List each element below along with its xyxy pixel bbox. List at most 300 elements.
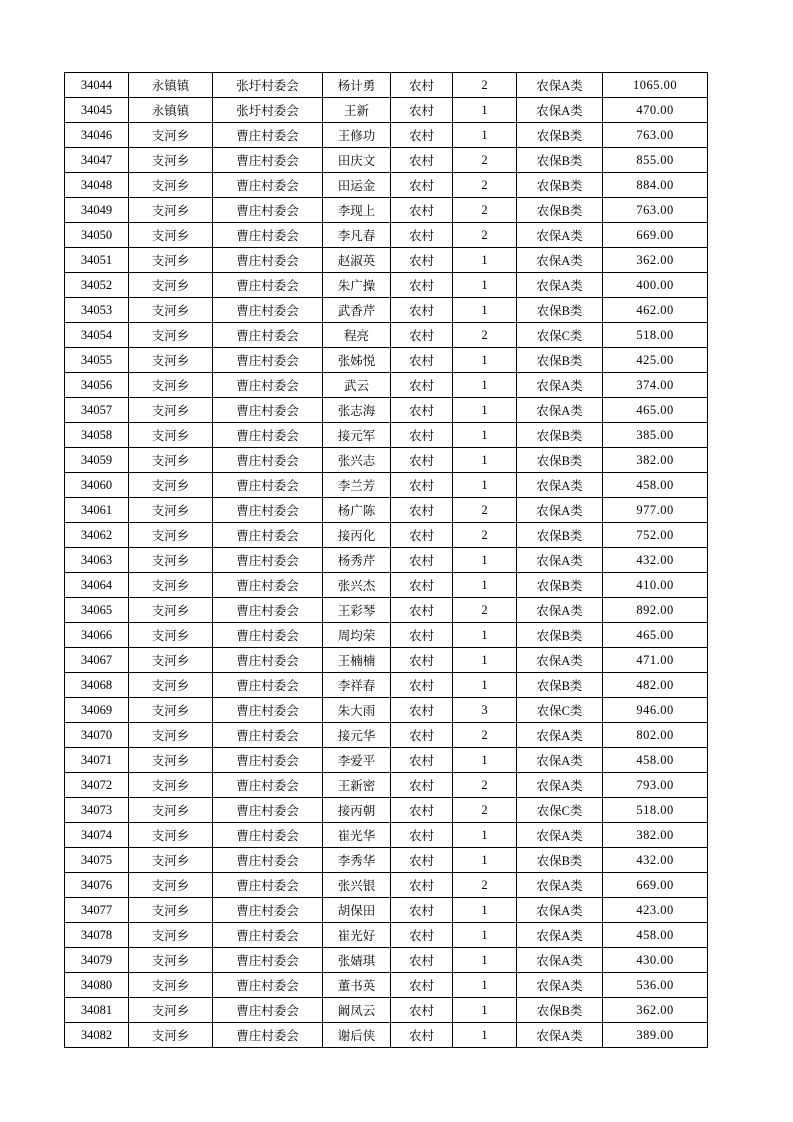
cell-town-name: 支河乡 [129,423,213,448]
cell-person-name: 张兴银 [323,873,391,898]
cell-person-count: 1 [453,548,517,573]
cell-household-type: 农村 [391,848,453,873]
cell-person-count: 1 [453,923,517,948]
cell-person-count: 1 [453,623,517,648]
cell-household-type: 农村 [391,73,453,98]
cell-insurance-category: 农保A类 [517,498,603,523]
cell-village-committee: 曹庄村委会 [213,848,323,873]
cell-person-name: 田庆文 [323,148,391,173]
cell-person-name: 李现上 [323,198,391,223]
cell-insurance-category: 农保B类 [517,348,603,373]
cell-person-count: 1 [453,1023,517,1048]
cell-village-committee: 曹庄村委会 [213,448,323,473]
cell-insurance-category: 农保A类 [517,973,603,998]
cell-household-type: 农村 [391,598,453,623]
cell-record-id: 34065 [65,598,129,623]
cell-town-name: 支河乡 [129,523,213,548]
cell-town-name: 支河乡 [129,673,213,698]
cell-person-name: 张兴杰 [323,573,391,598]
cell-person-count: 1 [453,823,517,848]
cell-town-name: 支河乡 [129,348,213,373]
cell-amount: 382.00 [603,448,708,473]
cell-insurance-category: 农保C类 [517,323,603,348]
table-row [65,548,708,573]
cell-household-type: 农村 [391,398,453,423]
cell-insurance-category: 农保B类 [517,623,603,648]
cell-person-count: 2 [453,148,517,173]
cell-village-committee: 曹庄村委会 [213,523,323,548]
table-row [65,773,708,798]
cell-insurance-category: 农保B类 [517,673,603,698]
cell-person-name: 崔光华 [323,823,391,848]
cell-amount: 470.00 [603,98,708,123]
cell-household-type: 农村 [391,773,453,798]
cell-person-count: 2 [453,798,517,823]
cell-person-name: 阚凤云 [323,998,391,1023]
cell-town-name: 支河乡 [129,773,213,798]
cell-insurance-category: 农保C类 [517,798,603,823]
cell-amount: 458.00 [603,748,708,773]
table-row [65,923,708,948]
cell-record-id: 34055 [65,348,129,373]
cell-person-count: 1 [453,673,517,698]
cell-record-id: 34063 [65,548,129,573]
table-row [65,723,708,748]
cell-village-committee: 曹庄村委会 [213,573,323,598]
cell-insurance-category: 农保A类 [517,1023,603,1048]
table-row [65,673,708,698]
cell-village-committee: 曹庄村委会 [213,348,323,373]
cell-insurance-category: 农保A类 [517,773,603,798]
cell-amount: 423.00 [603,898,708,923]
cell-person-name: 崔光好 [323,923,391,948]
cell-village-committee: 曹庄村委会 [213,623,323,648]
cell-town-name: 支河乡 [129,123,213,148]
cell-person-count: 1 [453,273,517,298]
cell-record-id: 34061 [65,498,129,523]
cell-amount: 1065.00 [603,73,708,98]
cell-person-name: 张志海 [323,398,391,423]
cell-amount: 977.00 [603,498,708,523]
cell-record-id: 34047 [65,148,129,173]
cell-village-committee: 曹庄村委会 [213,398,323,423]
cell-record-id: 34080 [65,973,129,998]
cell-household-type: 农村 [391,723,453,748]
cell-village-committee: 曹庄村委会 [213,173,323,198]
cell-record-id: 34079 [65,948,129,973]
cell-town-name: 支河乡 [129,573,213,598]
cell-household-type: 农村 [391,248,453,273]
cell-household-type: 农村 [391,123,453,148]
cell-household-type: 农村 [391,548,453,573]
cell-insurance-category: 农保A类 [517,398,603,423]
cell-person-name: 李凡春 [323,223,391,248]
cell-town-name: 支河乡 [129,823,213,848]
cell-amount: 802.00 [603,723,708,748]
cell-record-id: 34056 [65,373,129,398]
cell-town-name: 支河乡 [129,598,213,623]
table-row [65,423,708,448]
cell-town-name: 支河乡 [129,448,213,473]
cell-person-count: 2 [453,173,517,198]
table-row [65,623,708,648]
table-row [65,948,708,973]
cell-record-id: 34064 [65,573,129,598]
table-row [65,398,708,423]
cell-village-committee: 曹庄村委会 [213,898,323,923]
cell-town-name: 支河乡 [129,148,213,173]
cell-record-id: 34074 [65,823,129,848]
cell-record-id: 34044 [65,73,129,98]
cell-person-name: 胡保田 [323,898,391,923]
cell-record-id: 34077 [65,898,129,923]
cell-person-count: 1 [453,848,517,873]
table-row [65,523,708,548]
cell-town-name: 支河乡 [129,323,213,348]
cell-household-type: 农村 [391,948,453,973]
cell-town-name: 支河乡 [129,1023,213,1048]
cell-insurance-category: 农保A类 [517,98,603,123]
cell-record-id: 34052 [65,273,129,298]
cell-person-count: 2 [453,73,517,98]
cell-village-committee: 曹庄村委会 [213,648,323,673]
cell-person-name: 接元华 [323,723,391,748]
cell-amount: 793.00 [603,773,708,798]
cell-insurance-category: 农保B类 [517,298,603,323]
cell-household-type: 农村 [391,523,453,548]
cell-insurance-category: 农保A类 [517,648,603,673]
cell-person-name: 杨秀芹 [323,548,391,573]
cell-village-committee: 张圩村委会 [213,98,323,123]
cell-village-committee: 曹庄村委会 [213,373,323,398]
cell-insurance-category: 农保A类 [517,598,603,623]
cell-person-count: 3 [453,698,517,723]
cell-person-count: 1 [453,348,517,373]
cell-town-name: 支河乡 [129,973,213,998]
cell-person-count: 1 [453,448,517,473]
spreadsheet-region [64,72,708,1048]
cell-village-committee: 曹庄村委会 [213,748,323,773]
cell-amount: 518.00 [603,798,708,823]
cell-household-type: 农村 [391,198,453,223]
cell-household-type: 农村 [391,798,453,823]
cell-village-committee: 曹庄村委会 [213,1023,323,1048]
cell-person-count: 1 [453,898,517,923]
cell-person-count: 1 [453,948,517,973]
cell-insurance-category: 农保B类 [517,848,603,873]
cell-person-count: 2 [453,598,517,623]
cell-amount: 382.00 [603,823,708,848]
cell-amount: 362.00 [603,998,708,1023]
cell-town-name: 支河乡 [129,748,213,773]
cell-village-committee: 曹庄村委会 [213,198,323,223]
cell-person-count: 1 [453,573,517,598]
cell-town-name: 支河乡 [129,623,213,648]
cell-insurance-category: 农保B类 [517,173,603,198]
cell-record-id: 34076 [65,873,129,898]
cell-village-committee: 曹庄村委会 [213,773,323,798]
table-row [65,473,708,498]
cell-village-committee: 曹庄村委会 [213,798,323,823]
cell-amount: 430.00 [603,948,708,973]
cell-village-committee: 曹庄村委会 [213,873,323,898]
cell-person-name: 张姊悦 [323,348,391,373]
table-row [65,873,708,898]
cell-household-type: 农村 [391,498,453,523]
cell-household-type: 农村 [391,298,453,323]
cell-person-count: 2 [453,323,517,348]
cell-person-name: 李祥春 [323,673,391,698]
cell-insurance-category: 农保A类 [517,473,603,498]
cell-amount: 400.00 [603,273,708,298]
cell-amount: 465.00 [603,398,708,423]
cell-household-type: 农村 [391,973,453,998]
cell-town-name: 支河乡 [129,648,213,673]
table-row [65,223,708,248]
cell-amount: 482.00 [603,673,708,698]
table-row [65,498,708,523]
cell-person-name: 接丙化 [323,523,391,548]
cell-amount: 465.00 [603,623,708,648]
cell-amount: 536.00 [603,973,708,998]
table-row [65,898,708,923]
cell-town-name: 永镇镇 [129,98,213,123]
cell-insurance-category: 农保A类 [517,948,603,973]
cell-person-name: 周均荣 [323,623,391,648]
cell-record-id: 34062 [65,523,129,548]
table-row [65,648,708,673]
cell-household-type: 农村 [391,373,453,398]
cell-village-committee: 曹庄村委会 [213,973,323,998]
cell-amount: 752.00 [603,523,708,548]
cell-amount: 458.00 [603,923,708,948]
cell-amount: 471.00 [603,648,708,673]
cell-record-id: 34050 [65,223,129,248]
cell-person-count: 1 [453,248,517,273]
cell-person-name: 程亮 [323,323,391,348]
cell-record-id: 34045 [65,98,129,123]
cell-record-id: 34060 [65,473,129,498]
cell-household-type: 农村 [391,648,453,673]
cell-person-count: 2 [453,523,517,548]
cell-record-id: 34070 [65,723,129,748]
cell-town-name: 支河乡 [129,548,213,573]
cell-village-committee: 曹庄村委会 [213,923,323,948]
cell-household-type: 农村 [391,823,453,848]
cell-record-id: 34068 [65,673,129,698]
table-row [65,973,708,998]
cell-amount: 374.00 [603,373,708,398]
cell-person-count: 2 [453,723,517,748]
cell-village-committee: 曹庄村委会 [213,998,323,1023]
cell-person-count: 1 [453,123,517,148]
cell-village-committee: 曹庄村委会 [213,823,323,848]
cell-village-committee: 曹庄村委会 [213,423,323,448]
cell-person-name: 田运金 [323,173,391,198]
cell-person-count: 1 [453,373,517,398]
cell-person-count: 1 [453,998,517,1023]
table-row [65,198,708,223]
cell-town-name: 支河乡 [129,223,213,248]
table-row [65,273,708,298]
cell-household-type: 农村 [391,748,453,773]
cell-insurance-category: 农保B类 [517,448,603,473]
cell-household-type: 农村 [391,173,453,198]
table-row [65,573,708,598]
cell-record-id: 34072 [65,773,129,798]
cell-person-name: 张兴志 [323,448,391,473]
cell-household-type: 农村 [391,448,453,473]
cell-household-type: 农村 [391,273,453,298]
cell-person-count: 1 [453,748,517,773]
cell-amount: 892.00 [603,598,708,623]
cell-household-type: 农村 [391,923,453,948]
cell-person-name: 张婧琪 [323,948,391,973]
cell-amount: 946.00 [603,698,708,723]
cell-person-count: 1 [453,648,517,673]
cell-record-id: 34046 [65,123,129,148]
cell-town-name: 支河乡 [129,173,213,198]
cell-person-name: 杨计勇 [323,73,391,98]
cell-person-count: 1 [453,423,517,448]
cell-town-name: 支河乡 [129,848,213,873]
cell-household-type: 农村 [391,698,453,723]
cell-record-id: 34069 [65,698,129,723]
cell-record-id: 34081 [65,998,129,1023]
cell-household-type: 农村 [391,148,453,173]
cell-village-committee: 曹庄村委会 [213,148,323,173]
cell-household-type: 农村 [391,423,453,448]
cell-insurance-category: 农保B类 [517,148,603,173]
cell-town-name: 支河乡 [129,273,213,298]
cell-amount: 425.00 [603,348,708,373]
cell-person-name: 接元军 [323,423,391,448]
table-row [65,373,708,398]
cell-insurance-category: 农保A类 [517,923,603,948]
cell-person-count: 2 [453,773,517,798]
cell-insurance-category: 农保B类 [517,998,603,1023]
cell-household-type: 农村 [391,473,453,498]
table-row [65,998,708,1023]
cell-record-id: 34051 [65,248,129,273]
cell-household-type: 农村 [391,623,453,648]
cell-record-id: 34048 [65,173,129,198]
cell-insurance-category: 农保B类 [517,523,603,548]
cell-amount: 462.00 [603,298,708,323]
cell-insurance-category: 农保A类 [517,373,603,398]
cell-town-name: 支河乡 [129,198,213,223]
cell-person-name: 谢后侠 [323,1023,391,1048]
cell-person-count: 2 [453,223,517,248]
cell-person-count: 1 [453,473,517,498]
cell-town-name: 支河乡 [129,498,213,523]
cell-town-name: 永镇镇 [129,73,213,98]
cell-record-id: 34054 [65,323,129,348]
cell-amount: 518.00 [603,323,708,348]
cell-person-name: 王彩琴 [323,598,391,623]
cell-person-name: 李兰芳 [323,473,391,498]
table-row [65,248,708,273]
table-row [65,348,708,373]
table-row [65,748,708,773]
cell-amount: 389.00 [603,1023,708,1048]
cell-person-name: 朱广操 [323,273,391,298]
cell-record-id: 34058 [65,423,129,448]
cell-town-name: 支河乡 [129,998,213,1023]
cell-amount: 458.00 [603,473,708,498]
cell-town-name: 支河乡 [129,798,213,823]
cell-record-id: 34066 [65,623,129,648]
cell-town-name: 支河乡 [129,298,213,323]
cell-insurance-category: 农保A类 [517,73,603,98]
cell-person-name: 王楠楠 [323,648,391,673]
cell-town-name: 支河乡 [129,723,213,748]
cell-household-type: 农村 [391,573,453,598]
cell-record-id: 34071 [65,748,129,773]
cell-household-type: 农村 [391,998,453,1023]
cell-person-name: 李秀华 [323,848,391,873]
cell-insurance-category: 农保A类 [517,723,603,748]
table-row [65,448,708,473]
cell-town-name: 支河乡 [129,873,213,898]
cell-person-count: 1 [453,398,517,423]
cell-insurance-category: 农保A类 [517,898,603,923]
cell-amount: 884.00 [603,173,708,198]
table-row [65,123,708,148]
cell-person-count: 2 [453,498,517,523]
cell-person-count: 1 [453,98,517,123]
cell-amount: 763.00 [603,123,708,148]
cell-person-count: 1 [453,973,517,998]
cell-village-committee: 曹庄村委会 [213,673,323,698]
cell-record-id: 34082 [65,1023,129,1048]
cell-household-type: 农村 [391,348,453,373]
cell-household-type: 农村 [391,898,453,923]
cell-person-name: 王新 [323,98,391,123]
cell-town-name: 支河乡 [129,923,213,948]
cell-insurance-category: 农保A类 [517,823,603,848]
table-row [65,73,708,98]
cell-village-committee: 曹庄村委会 [213,498,323,523]
cell-village-committee: 曹庄村委会 [213,698,323,723]
cell-town-name: 支河乡 [129,473,213,498]
cell-town-name: 支河乡 [129,698,213,723]
cell-town-name: 支河乡 [129,948,213,973]
cell-person-name: 武云 [323,373,391,398]
table-row [65,298,708,323]
cell-amount: 432.00 [603,548,708,573]
cell-amount: 763.00 [603,198,708,223]
table-row [65,798,708,823]
cell-amount: 385.00 [603,423,708,448]
cell-person-name: 朱大雨 [323,698,391,723]
cell-amount: 362.00 [603,248,708,273]
cell-record-id: 34078 [65,923,129,948]
cell-person-name: 李爱平 [323,748,391,773]
cell-person-count: 2 [453,873,517,898]
table-row [65,823,708,848]
cell-record-id: 34049 [65,198,129,223]
cell-record-id: 34073 [65,798,129,823]
cell-town-name: 支河乡 [129,248,213,273]
table-row [65,598,708,623]
cell-village-committee: 曹庄村委会 [213,948,323,973]
cell-amount: 669.00 [603,873,708,898]
benefits-table [64,72,708,1048]
cell-person-name: 杨广陈 [323,498,391,523]
cell-town-name: 支河乡 [129,398,213,423]
table-row [65,1023,708,1048]
